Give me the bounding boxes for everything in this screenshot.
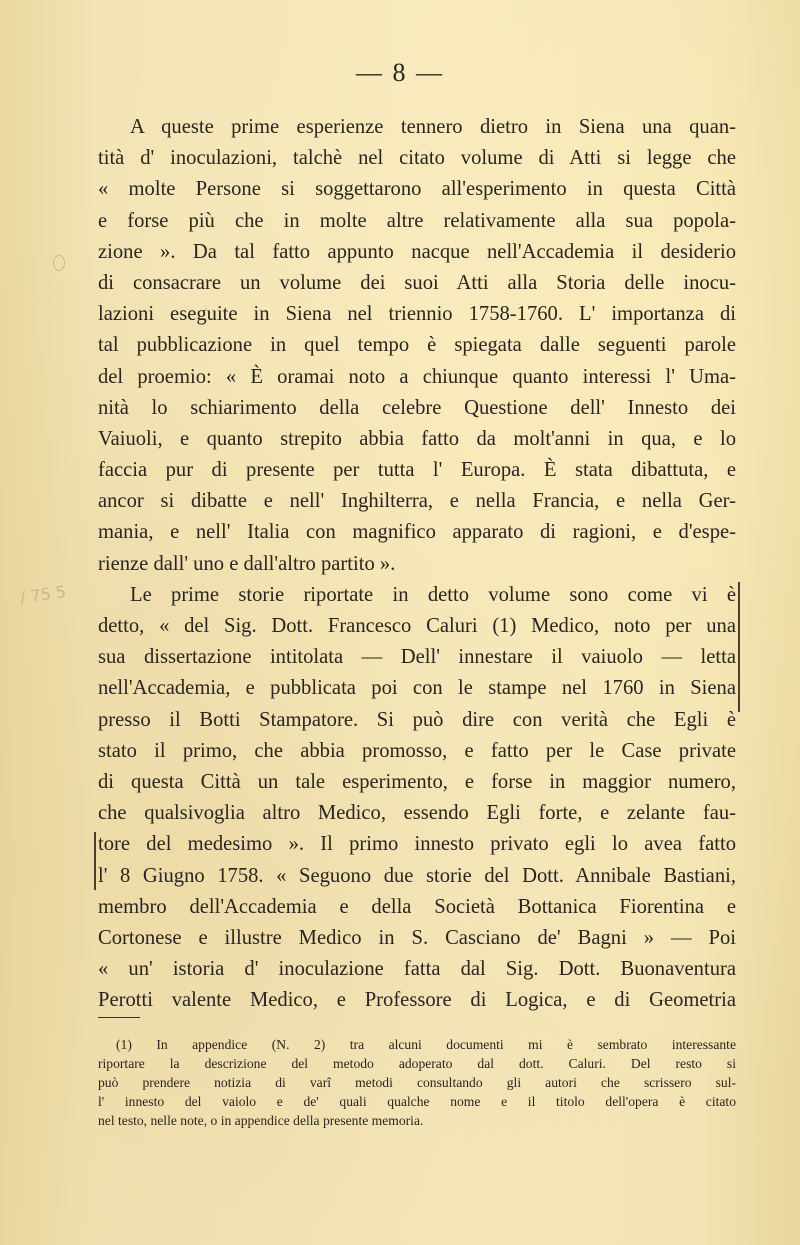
text-line: Vaiuoli, e quanto strepito abbia fatto da molt'anni in qua, e lo — [98, 427, 736, 450]
text-line: di questa Città un tale esperimento, e forse in maggior numero, — [98, 770, 736, 793]
text-line: presso il Botti Stampatore. Si può dire con verità che Egli è — [98, 708, 736, 731]
text-line: tità d' inoculazioni, talchè nel citato volume di Atti si legge che — [98, 147, 736, 170]
text-line: Le prime storie riportate in detto volume sono come vi è — [130, 583, 736, 606]
text-line: Cortonese e illustre Medico in S. Casciano de' Bagni » — Poi — [98, 926, 736, 949]
text-line: ancor si dibatte e nell' Inghilterra, e nella Francia, e nella Ger- — [98, 490, 736, 513]
text-line: zione ». Da tal fatto appunto nacque nell'Accademia il desiderio — [98, 240, 736, 263]
footnote-line: l' innesto del vaiolo e de' quali qualche nome e il titolo dell'opera è citato — [98, 1094, 736, 1109]
text-line: nell'Accademia, e pubblicata poi con le stampe nel 1760 in Siena — [98, 677, 736, 700]
footnote-line: nel testo, nelle note, o in appendice della presente memoria. — [98, 1113, 424, 1128]
footnote-line: può prendere notizia di varî metodi consultando gli autori che scrissero sul- — [98, 1075, 736, 1090]
footnotes — [98, 1035, 736, 1130]
footnote-divider — [98, 1017, 140, 1018]
text-line: lazioni eseguite in Siena nel triennio 1758-1760. L' importanza di — [98, 303, 736, 326]
text-line: detto, « del Sig. Dott. Francesco Caluri (1) Medico, noto per una — [98, 615, 736, 637]
text-line: rienze dall' uno e dall'altro partito ». — [98, 552, 396, 575]
text-line: nità lo schiarimento della celebre Questione dell' Innesto dei — [98, 396, 736, 419]
footnote-line: riportare la descrizione del metodo adoperato dal dott. Caluri. Del resto si — [98, 1056, 736, 1071]
text-line: e forse più che in molte altre relativamente alla sua popola- — [98, 209, 736, 232]
text-line: « molte Persone si soggettarono all'esperimento in questa Città — [98, 178, 736, 201]
footnote-line: (1) In appendice (N. 2) tra alcuni documenti mi è sembrato interessante — [116, 1037, 736, 1052]
margin-bar-right — [738, 582, 740, 712]
text-line: faccia pur di presente per tutta l' Europa. È stata dibattuta, e — [98, 459, 736, 482]
text-line: l' 8 Giugno 1758. « Seguono due storie del Dott. Annibale Bastiani, — [98, 864, 736, 887]
page-number: — 8 — — [356, 58, 444, 87]
text-line: A queste prime esperienze tennero dietro in Siena una quan- — [130, 116, 736, 138]
text-line: di consacrare un volume dei suoi Atti alla Storia delle inocu- — [98, 271, 736, 294]
text-line: tal pubblicazione in quel tempo è spiegata dalle seguenti parole — [98, 334, 736, 357]
margin-circle-mark — [53, 255, 65, 271]
text-line: che qualsivoglia altro Medico, essendo Egli forte, e zelante fau- — [98, 802, 736, 825]
margin-scribble: / 75 5 — [18, 581, 68, 608]
text-line: stato il primo, che abbia promosso, e fatto per le Case private — [98, 739, 736, 762]
margin-bar-left — [94, 832, 96, 890]
text-line: membro dell'Accademia e della Società Bottanica Fiorentina e — [98, 895, 736, 918]
text-line: Perotti valente Medico, e Professore di Logica, e di Geometria — [98, 989, 736, 1012]
text-line: del proemio: « È oramai noto a chiunque quanto interessi l' Uma- — [98, 365, 736, 388]
main-text — [98, 112, 736, 1016]
text-line: sua dissertazione intitolata — Dell' innestare il vaiuolo — letta — [98, 646, 736, 669]
text-line: mania, e nell' Italia con magnifico apparato di ragioni, e d'espe- — [98, 521, 736, 544]
text-line: tore del medesimo ». Il primo innesto privato egli lo avea fatto — [98, 833, 736, 856]
text-line: « un' istoria d' inoculazione fatta dal Sig. Dott. Buonaventura — [98, 958, 736, 981]
